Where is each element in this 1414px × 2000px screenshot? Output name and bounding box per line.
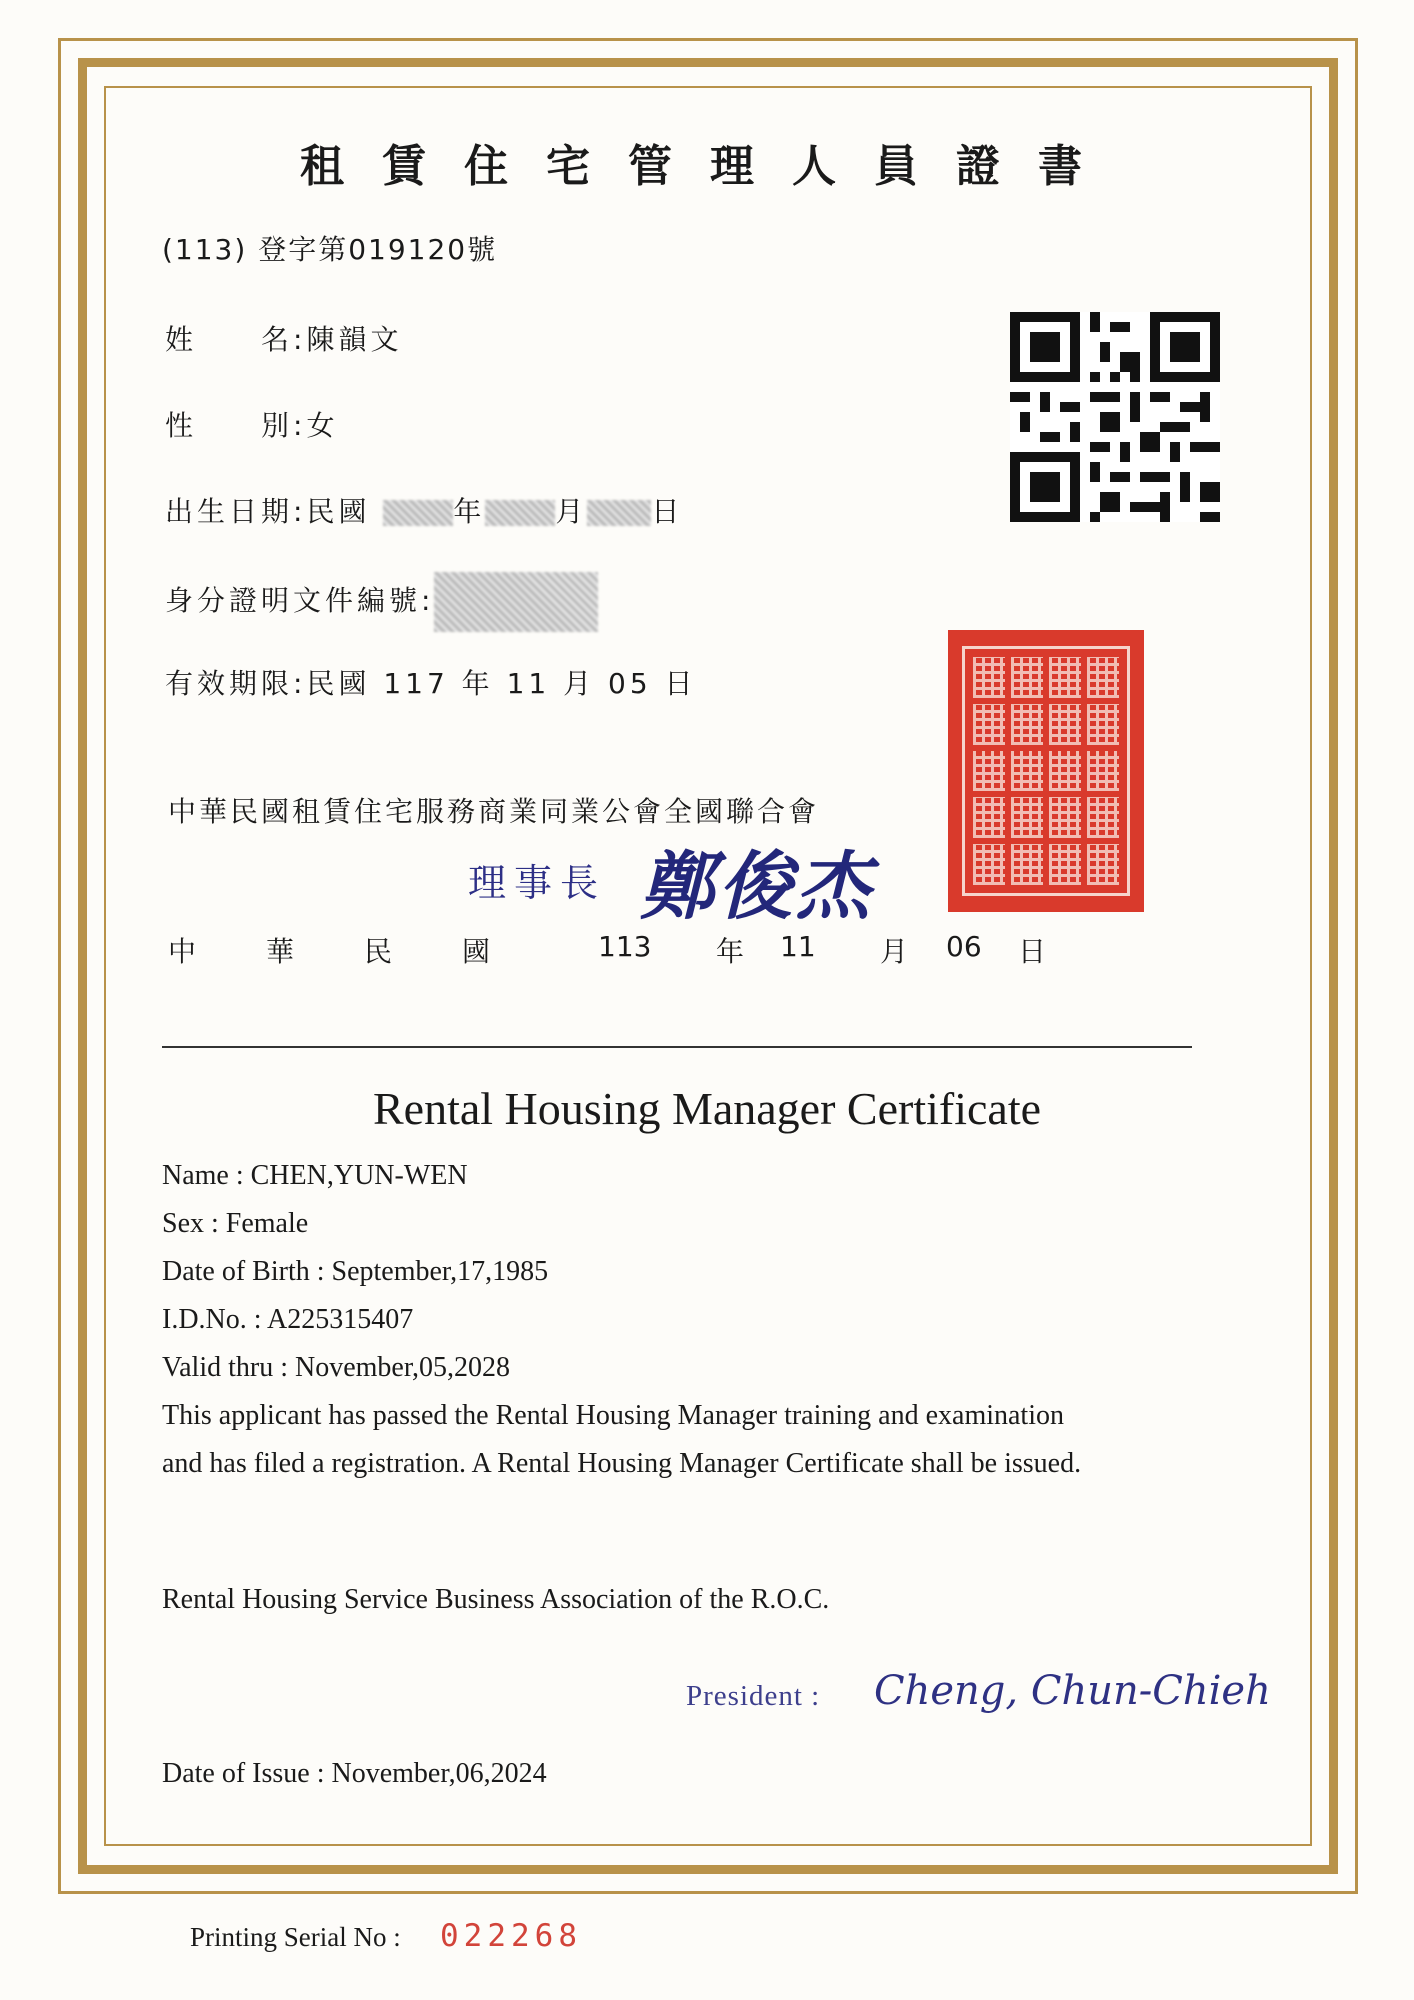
issue-date-year-unit: 年 bbox=[716, 935, 745, 968]
sex-row-zh bbox=[165, 404, 338, 444]
president-label: President : bbox=[686, 1680, 821, 1712]
redacted-dob-day bbox=[587, 500, 651, 526]
official-seal bbox=[948, 630, 1144, 912]
dob-year-unit: 年 bbox=[453, 495, 486, 528]
dob-era-zh: 民國 bbox=[306, 495, 371, 528]
id-row-zh bbox=[165, 572, 598, 632]
redacted-dob-month bbox=[485, 500, 555, 526]
printing-serial-label: Printing Serial No : bbox=[190, 1922, 401, 1952]
id-label-zh: 身分證明文件編號: bbox=[165, 584, 435, 617]
name-row-zh bbox=[165, 318, 402, 358]
association-name-zh: 中華民國租賃住宅服務商業同業公會全國聯合會 bbox=[168, 795, 820, 828]
sex-value-zh: 女 bbox=[306, 409, 339, 442]
redacted-id-number bbox=[434, 572, 598, 632]
sex-en: Sex : Female bbox=[162, 1208, 309, 1239]
seal-pattern bbox=[962, 646, 1130, 896]
dob-month-unit: 月 bbox=[555, 495, 588, 528]
sex-label-zh: 性 別: bbox=[165, 409, 307, 442]
issue-date-day: 06 bbox=[946, 930, 982, 963]
issue-date-min: 民 bbox=[364, 935, 393, 968]
chairman-signature: 鄭俊杰 bbox=[640, 844, 874, 930]
registration-number: (113) 登字第019120號 bbox=[162, 233, 498, 266]
printing-serial-number: 022268 bbox=[440, 1918, 582, 1954]
statement-line-1: This applicant has passed the Rental Housing Manager training and examination bbox=[162, 1400, 1064, 1431]
name-value-zh: 陳韻文 bbox=[306, 323, 403, 356]
date-of-issue-en: Date of Issue : November,06,2024 bbox=[162, 1758, 547, 1789]
issue-date-guo: 國 bbox=[462, 935, 491, 968]
issue-date-month: 11 bbox=[780, 930, 816, 963]
issue-date-year: 113 bbox=[598, 930, 652, 963]
name-label-zh: 姓 名: bbox=[165, 323, 307, 356]
dob-en: Date of Birth : September,17,1985 bbox=[162, 1256, 549, 1287]
valid-en: Valid thru : November,05,2028 bbox=[162, 1352, 511, 1383]
issue-date-zhong: 中 bbox=[168, 935, 197, 968]
issue-date-month-unit: 月 bbox=[880, 935, 909, 968]
id-en: I.D.No. : A225315407 bbox=[162, 1304, 414, 1335]
valid-label-zh: 有效期限: bbox=[165, 667, 307, 700]
name-en: Name : CHEN,YUN-WEN bbox=[162, 1160, 468, 1191]
valid-value-zh: 民國 117 年 11 月 05 日 bbox=[306, 667, 697, 700]
chairman-label-zh: 理事長 bbox=[468, 861, 607, 905]
dob-label-zh: 出生日期: bbox=[165, 495, 307, 528]
dob-row-zh bbox=[165, 490, 683, 530]
statement-line-2: and has filed a registration. A Rental Housing Manager Certificate shall be issued. bbox=[162, 1448, 1082, 1479]
valid-row-zh bbox=[165, 662, 697, 702]
president-signature: Cheng, Chun-Chieh bbox=[874, 1668, 1271, 1714]
qr-code-icon bbox=[1010, 312, 1220, 522]
issue-date-hua: 華 bbox=[266, 935, 295, 968]
redacted-dob-year bbox=[383, 500, 453, 526]
certificate-title-zh: 租賃住宅管理人員證書 bbox=[300, 141, 1120, 192]
association-name-en: Rental Housing Service Business Association of the R.O.C. bbox=[162, 1584, 830, 1615]
issue-date-day-unit: 日 bbox=[1018, 935, 1047, 968]
certificate-title-en: Rental Housing Manager Certificate bbox=[372, 1083, 1042, 1134]
section-divider bbox=[162, 1046, 1192, 1048]
dob-day-unit: 日 bbox=[651, 495, 684, 528]
